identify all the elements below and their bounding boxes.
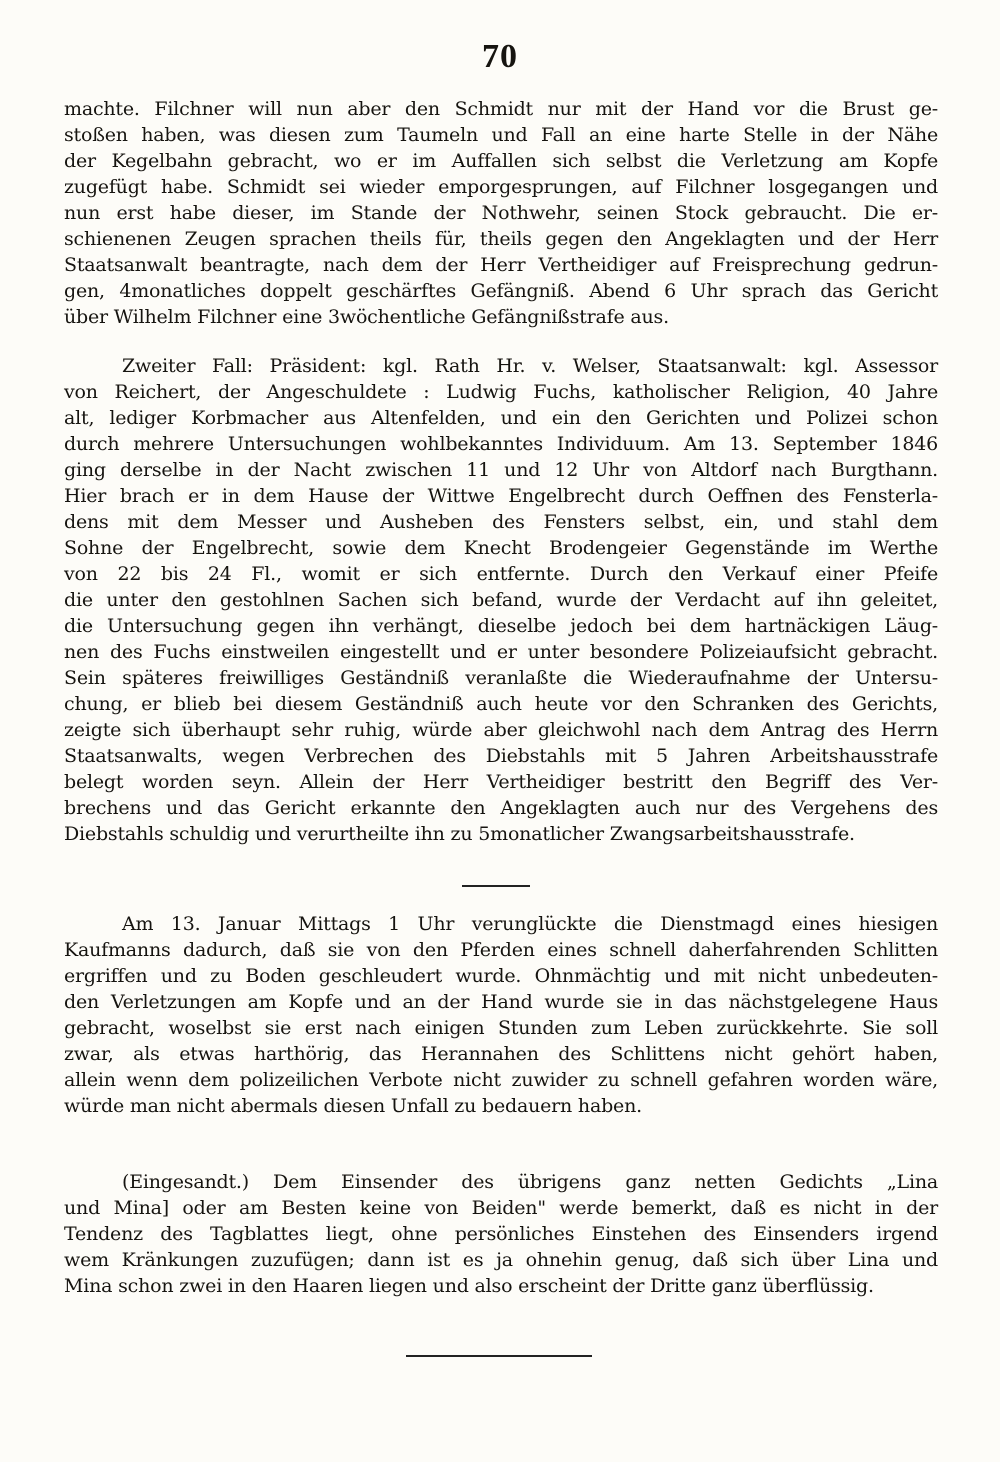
text-line: Sein späteres freiwilliges Geständniß veranlaßte die Wiederaufnahme der Untersu- [64, 667, 938, 689]
text-line: und Mina] oder am Besten keine von Beiden" werde bemerkt, daß es nicht in der [64, 1197, 938, 1219]
text-line: wem Kränkungen zuzufügen; dann ist es ja ohnehin genug, daß sich über Lina und [64, 1249, 938, 1271]
text-line: schienenen Zeugen sprachen theils für, theils gegen den Angeklagten und der Herr [64, 228, 938, 250]
text-line: Tendenz des Tagblattes liegt, ohne persönliches Einstehen des Einsenders irgend [64, 1223, 938, 1245]
text-line: die unter den gestohlnen Sachen sich befand, wurde der Verdacht auf ihn geleitet, [64, 589, 938, 611]
text-line: der Kegelbahn gebracht, wo er im Auffallen sich selbst die Verletzung am Kopfe [64, 150, 938, 172]
text-line: (Eingesandt.) Dem Einsender des übrigens ganz netten Gedichts „Lina [122, 1171, 938, 1193]
text-line: zugefügt habe. Schmidt sei wieder emporgesprungen, auf Filchner losgegangen und [64, 176, 938, 198]
text-line: ergriffen und zu Boden geschleudert wurde. Ohnmächtig und mit nicht unbedeuten- [64, 965, 938, 987]
text-line: zwar, als etwas harthörig, das Herannahen des Schlittens nicht gehört haben, [64, 1043, 938, 1065]
text-line: nun erst habe dieser, im Stande der Nothwehr, seinen Stock gebraucht. Die er- [64, 202, 938, 224]
text-line: Sohne der Engelbrecht, sowie dem Knecht Brodengeier Gegenstände im Werthe [64, 537, 938, 559]
text-line: gebracht, woselbst sie erst nach einigen Stunden zum Leben zurückkehrte. Sie soll [64, 1017, 938, 1039]
text-line: alt, lediger Korbmacher aus Altenfelden, und ein den Gerichten und Polizei schon [64, 407, 938, 429]
text-line: stoßen haben, was diesen zum Taumeln und Fall an eine harte Stelle in der Nähe [64, 124, 938, 146]
section-divider [406, 1355, 592, 1357]
text-line: Am 13. Januar Mittags 1 Uhr verunglückte die Dienstmagd eines hiesigen [122, 913, 938, 935]
submitted-notice [64, 1169, 938, 1299]
text-line: Diebstahls schuldig und verurtheilte ihn zu 5monatlicher Zwangsarbeitshausstrafe. [64, 823, 855, 845]
sleigh-accident-report [64, 911, 938, 1119]
text-line: Zweiter Fall: Präsident: kgl. Rath Hr. v. Welser, Staatsanwalt: kgl. Assessor [122, 355, 938, 377]
text-line: den Verletzungen am Kopfe und an der Hand wurde sie in das nächstgelegene Haus [64, 991, 938, 1013]
text-line: nen des Fuchs einstweilen eingestellt und er unter besondere Polizeiaufsicht gebracht. [64, 641, 938, 663]
text-line: chung, er blieb bei diesem Geständniß auch heute vor den Schranken des Gerichts, [64, 693, 938, 715]
text-line: durch mehrere Untersuchungen wohlbekanntes Individuum. Am 13. September 1846 [64, 433, 938, 455]
text-line: Mina schon zwei in den Haaren liegen und also erscheint der Dritte ganz überflüssig. [64, 1275, 874, 1297]
page-number: 70 [482, 38, 518, 75]
text-line: ging derselbe in der Nacht zwischen 11 und 12 Uhr von Altdorf nach Burgthann. [64, 459, 938, 481]
text-line: brechens und das Gericht erkannte den Angeklagten auch nur des Vergehens des [64, 797, 938, 819]
text-line: über Wilhelm Filchner eine 3wöchentliche Gefängnißstrafe aus. [64, 306, 669, 328]
text-line: zeigte sich überhaupt sehr ruhig, würde aber gleichwohl nach dem Antrag des Herrn [64, 719, 938, 741]
text-line: von 22 bis 24 Fl., womit er sich entfernte. Durch den Verkauf einer Pfeife [64, 563, 938, 585]
text-line: würde man nicht abermals diesen Unfall zu bedauern haben. [64, 1095, 642, 1117]
text-line: die Untersuchung gegen ihn verhängt, dieselbe jedoch bei dem hartnäckigen Läug- [64, 615, 938, 637]
court-case-two [64, 353, 938, 847]
text-line: belegt worden seyn. Allein der Herr Vertheidiger bestritt den Begriff des Ver- [64, 771, 938, 793]
text-line: machte. Filchner will nun aber den Schmidt nur mit der Hand vor die Brust ge- [64, 98, 938, 120]
text-line: Staatsanwalts, wegen Verbrechen des Diebstahls mit 5 Jahren Arbeitshausstrafe [64, 745, 938, 767]
text-line: von Reichert, der Angeschuldete : Ludwig Fuchs, katholischer Religion, 40 Jahre [64, 381, 938, 403]
text-line: gen, 4monatliches doppelt geschärftes Gefängniß. Abend 6 Uhr sprach das Gericht [64, 280, 938, 302]
court-case-one-conclusion [64, 96, 938, 330]
section-divider [462, 885, 530, 887]
text-line: dens mit dem Messer und Ausheben des Fensters selbst, ein, und stahl dem [64, 511, 938, 533]
text-line: Hier brach er in dem Hause der Wittwe Engelbrecht durch Oeffnen des Fensterla- [64, 485, 938, 507]
text-line: allein wenn dem polizeilichen Verbote nicht zuwider zu schnell gefahren worden wäre, [64, 1069, 938, 1091]
text-line: Kaufmanns dadurch, daß sie von den Pferden eines schnell daherfahrenden Schlitten [64, 939, 938, 961]
text-line: Staatsanwalt beantragte, nach dem der Herr Vertheidiger auf Freisprechung gedrun- [64, 254, 938, 276]
